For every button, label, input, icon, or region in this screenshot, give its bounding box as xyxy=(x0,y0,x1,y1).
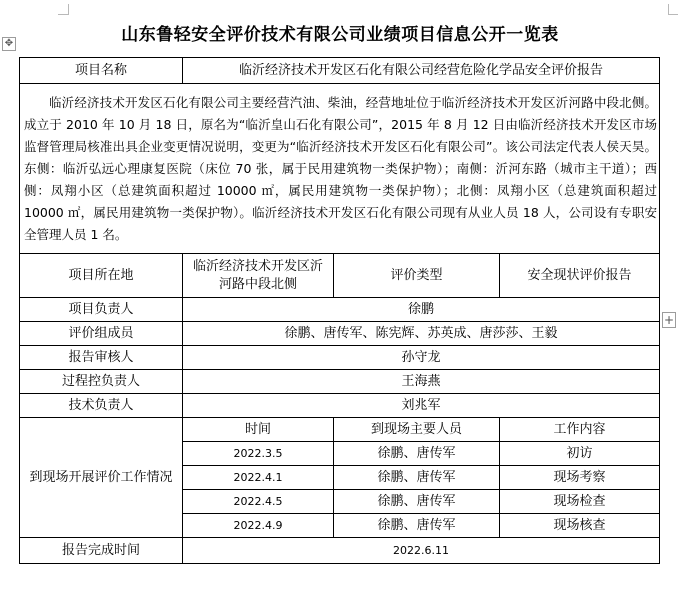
project-lead-value[interactable]: 徐鹏 xyxy=(183,298,660,322)
location-value[interactable]: 临沂经济技术开发区沂河路中段北侧 xyxy=(183,254,334,298)
project-description-text: 临沂经济技术开发区石化有限公司主要经营汽油、柴油，经营地址位于临沂经济技术开发区沂河路中段北侧。成立于 2010 年 10 月 18 日，原名为“临沂皇山石化有限公司”，2015 年 8 月 12 日由临沂经济技术开发区市场监督管理局核准出具企业变更情况说明，变更为“临沂经济技术开发区石化有限公司”。该公司法定代表人侯天昊。东侧：临沂弘远心理康复医院（床位 70 张，属于民用建筑物一类保护物）；南侧：沂河东路（城市主干道）；西侧：凤翔小区（总建筑面积超过 10000 ㎡，属民用建筑物一类保护物）；北侧：凤翔小区（总建筑面积超过 10000 ㎡，属民用建筑物一类保护物）。临沂经济技术开发区石化有限公司现有从业人员 18 人，公司设有专职安全管理人员 1 名。 xyxy=(24,94,658,242)
team-members-label: 评价组成员 xyxy=(20,322,183,346)
project-lead-label: 项目负责人 xyxy=(20,298,183,322)
eval-type-label: 评价类型 xyxy=(334,254,500,298)
completion-date[interactable]: 2022.6.11 xyxy=(183,538,660,564)
add-row-plus-icon[interactable]: + xyxy=(663,313,675,327)
process-control-value[interactable]: 王海燕 xyxy=(183,370,660,394)
visit-content[interactable]: 初访 xyxy=(500,442,660,466)
page-corner-mark-right xyxy=(668,4,678,15)
location-label: 项目所在地 xyxy=(20,254,183,298)
site-work-label: 到现场开展评价工作情况 xyxy=(20,418,183,538)
visit-time[interactable]: 2022.4.5 xyxy=(183,490,334,514)
page-corner-mark-left xyxy=(58,4,69,15)
site-header-content: 工作内容 xyxy=(500,418,660,442)
table-move-handle-icon[interactable]: ✥ xyxy=(2,37,16,51)
tech-lead-label: 技术负责人 xyxy=(20,394,183,418)
project-name-value[interactable]: 临沂经济技术开发区石化有限公司经营危险化学品安全评价报告 xyxy=(183,58,660,84)
reviewer-label: 报告审核人 xyxy=(20,346,183,370)
visit-content[interactable]: 现场核查 xyxy=(500,514,660,538)
project-description[interactable] xyxy=(20,84,660,254)
visit-staff[interactable]: 徐鹏、唐传军 xyxy=(334,514,500,538)
visit-time[interactable]: 2022.4.9 xyxy=(183,514,334,538)
person-row xyxy=(20,322,660,346)
completion-row xyxy=(20,538,660,564)
document-title: 山东鲁轻安全评价技术有限公司业绩项目信息公开一览表 xyxy=(121,25,559,45)
completion-label: 报告完成时间 xyxy=(20,538,183,564)
visit-staff[interactable]: 徐鹏、唐传军 xyxy=(334,442,500,466)
site-header-staff: 到现场主要人员 xyxy=(334,418,500,442)
tech-lead-value[interactable]: 刘兆军 xyxy=(183,394,660,418)
visit-time[interactable]: 2022.4.1 xyxy=(183,466,334,490)
project-name-label: 项目名称 xyxy=(20,58,183,84)
visit-content[interactable]: 现场考察 xyxy=(500,466,660,490)
team-members-value[interactable]: 徐鹏、唐传军、陈宪辉、苏英成、唐莎莎、王毅 xyxy=(183,322,660,346)
eval-type-value[interactable]: 安全现状评价报告 xyxy=(500,254,660,298)
description-row xyxy=(20,84,660,254)
project-info-table xyxy=(19,57,660,564)
location-row xyxy=(20,254,660,298)
person-row xyxy=(20,346,660,370)
visit-content[interactable]: 现场检查 xyxy=(500,490,660,514)
visit-time[interactable]: 2022.3.5 xyxy=(183,442,334,466)
site-header-time: 时间 xyxy=(183,418,334,442)
visit-staff[interactable]: 徐鹏、唐传军 xyxy=(334,490,500,514)
person-row xyxy=(20,298,660,322)
project-name-row xyxy=(20,58,660,84)
visit-staff[interactable]: 徐鹏、唐传军 xyxy=(334,466,500,490)
person-row xyxy=(20,394,660,418)
person-row xyxy=(20,370,660,394)
process-control-label: 过程控负责人 xyxy=(20,370,183,394)
reviewer-value[interactable]: 孙守龙 xyxy=(183,346,660,370)
site-header-row xyxy=(20,418,660,442)
